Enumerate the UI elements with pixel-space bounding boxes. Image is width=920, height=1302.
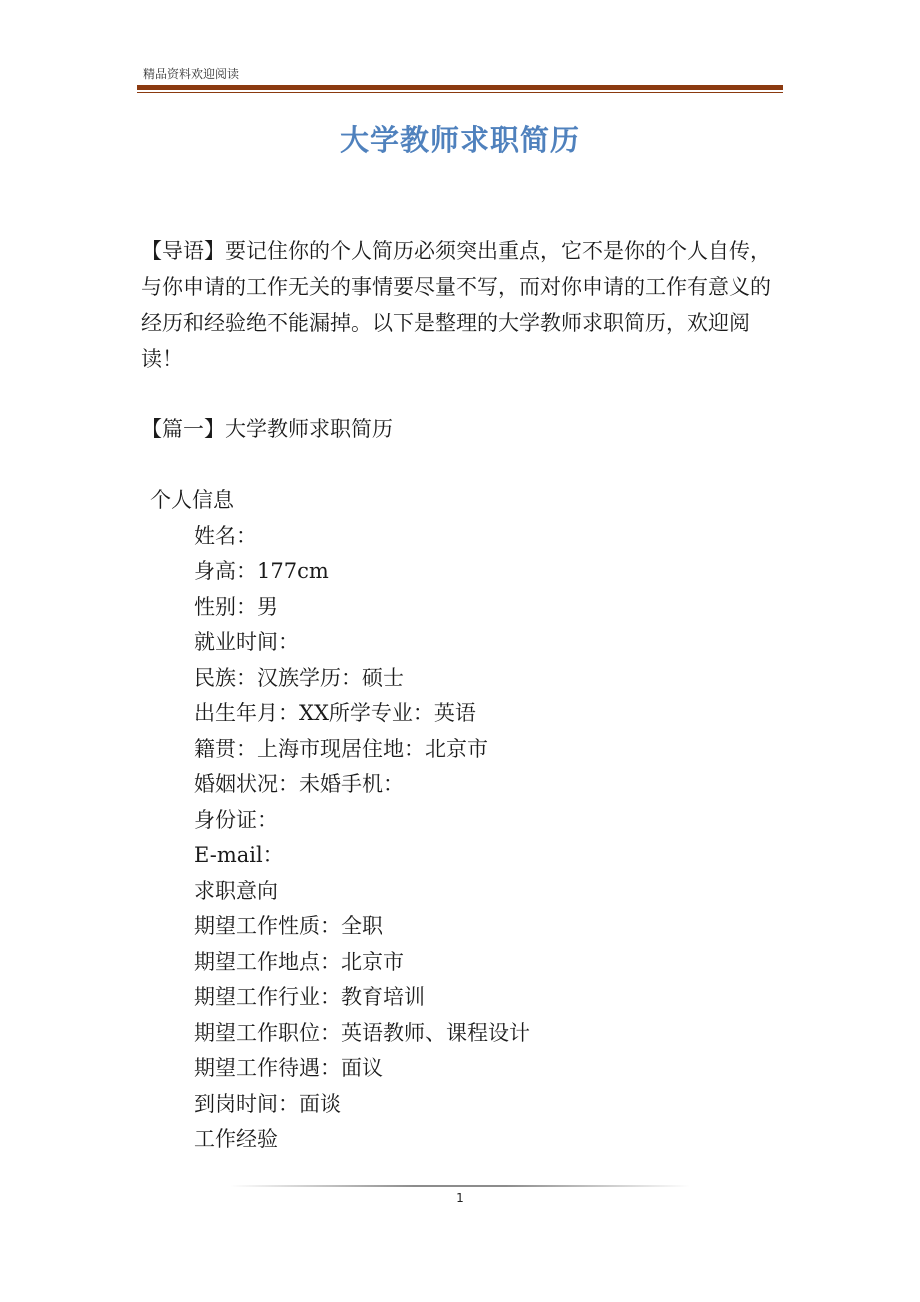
info-item-job-industry: 期望工作行业：教育培训 — [194, 985, 425, 1009]
info-item-start-date: 到岗时间：面谈 — [194, 1092, 341, 1116]
info-item-job-type: 期望工作性质：全职 — [194, 914, 383, 938]
work-experience-heading: 工作经验 — [194, 1127, 278, 1151]
info-item-employment-time: 就业时间： — [194, 630, 299, 654]
info-item-birth-major: 出生年月：XX所学专业：英语 — [194, 701, 476, 725]
info-item-job-salary: 期望工作待遇：面议 — [194, 1056, 383, 1080]
info-item-ethnicity-education: 民族：汉族学历：硕士 — [194, 666, 404, 690]
info-item-name: 姓名： — [194, 524, 257, 548]
info-item-job-position: 期望工作职位：英语教师、课程设计 — [194, 1021, 530, 1045]
job-intention-heading: 求职意向 — [194, 879, 278, 903]
page-number: 1 — [456, 1191, 464, 1205]
header-rule-thin — [137, 92, 783, 93]
document-title: 大学教师求职简历 — [339, 123, 580, 157]
info-item-marital-phone: 婚姻状况：未婚手机： — [194, 772, 404, 796]
section-heading: 【篇一】大学教师求职简历 — [141, 417, 393, 441]
info-item-job-location: 期望工作地点：北京市 — [194, 950, 404, 974]
footer-rule — [230, 1185, 690, 1187]
info-item-id-card: 身份证： — [194, 808, 278, 832]
header-rule-thick — [137, 85, 783, 90]
header-text: 精品资料欢迎阅读 — [143, 67, 240, 81]
info-item-email: E-mail： — [194, 843, 284, 867]
info-item-gender: 性别：男 — [194, 595, 278, 619]
intro-paragraph: 【导语】要记住你的个人简历必须突出重点，它不是你的个人自传，与你申请的工作无关的事情要尽量不写，而对你申请的工作有意义的经历和经验绝不能漏掉。以下是整理的大学教师求职简历，欢迎阅读！ — [141, 239, 771, 371]
info-item-height: 身高：177cm — [194, 559, 329, 583]
info-item-hometown-residence: 籍贯：上海市现居住地：北京市 — [194, 737, 488, 761]
personal-info-heading: 个人信息 — [150, 488, 234, 512]
